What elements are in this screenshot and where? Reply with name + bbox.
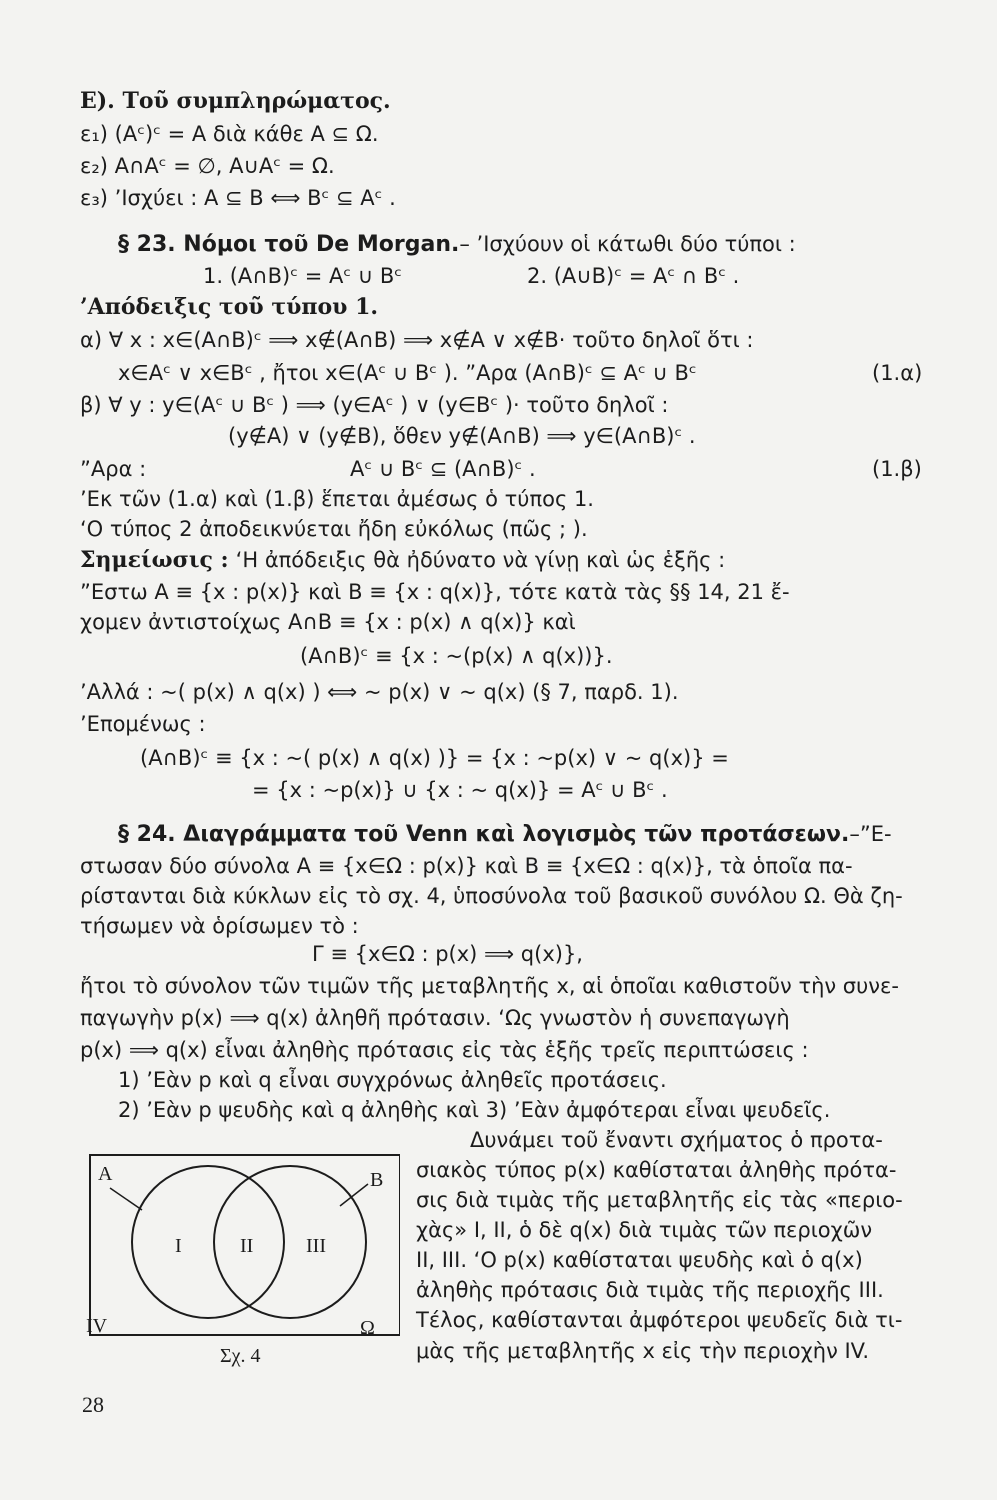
- section-24-first-line: [118, 820, 892, 849]
- set-a-label: A: [98, 1163, 113, 1185]
- region-4-label: IV: [86, 1315, 108, 1337]
- section-24-line: τήσωμεν νὰ ὁρίσωμεν τὸ :: [80, 914, 359, 938]
- remark-line: (A∩B)ᶜ ≡ {x : ~(p(x) ∧ q(x))}.: [300, 644, 613, 668]
- set-b-label: B: [370, 1169, 384, 1191]
- region-1-label: I: [175, 1235, 182, 1257]
- section-24-line: σις διὰ τιμὰς τῆς μεταβλητῆς εἰς τὰς «περιο-: [416, 1188, 903, 1212]
- section-e-heading: Ε). Τοῦ συμπληρώματος.: [80, 88, 391, 114]
- remark-first-line: [80, 546, 725, 575]
- omega-label: Ω: [360, 1317, 375, 1339]
- complement-rule-e3: ε₃) ’Ισχύει : A ⊆ B ⟺ Bᶜ ⊆ Aᶜ .: [80, 186, 396, 210]
- remark-line: ”Εστω A ≡ {x : p(x)} καὶ B ≡ {x : q(x)}, τότε κατὰ τὰς §§ 14, 21 ἔ-: [80, 580, 790, 604]
- section-24-line: p(x) ⟹ q(x) εἶναι ἀληθὴς πρότασις εἰς τὰς ἑξῆς τρεῖς περιπτώσεις :: [80, 1038, 809, 1062]
- remark-line: χομεν ἀντιστοίχως A∩B ≡ {x : p(x) ∧ q(x)} καὶ: [80, 610, 576, 634]
- section-24-line: ἤτοι τὸ σύνολον τῶν τιμῶν τῆς μεταβλητῆς x, αἱ ὁποῖαι καθιστοῦν τὴν συνε-: [80, 974, 899, 998]
- proof-line: (y∉A) ∨ (y∉B), ὅθεν y∉(A∩B) ⟹ y∈(A∩B)ᶜ .: [228, 424, 696, 448]
- section-24-line: μὰς τῆς μεταβλητῆς x εἰς τὴν περιοχὴν IV.: [416, 1339, 870, 1363]
- section-24-line: –”Ε-: [849, 822, 892, 846]
- section-24-line: Γ ≡ {x∈Ω : p(x) ⟹ q(x)},: [312, 942, 583, 966]
- equation-label-1a: (1.α): [872, 361, 923, 385]
- ara-label: ”Αρα :: [80, 457, 147, 481]
- set-a-pointer: [110, 1188, 142, 1210]
- section-24-line: II, III. ‘Ο p(x) καθίσταται ψευδὴς καὶ ὁ q(x): [416, 1248, 863, 1272]
- set-a-circle: [132, 1166, 284, 1318]
- section-23-heading: § 23. Νόμοι τοῦ De Morgan.: [118, 232, 460, 257]
- section-24-line: 2) ’Εὰν p ψευδὴς καὶ q ἀληθὴς καὶ 3) ’Εὰν ἀμφότεραι εἶναι ψευδεῖς.: [118, 1098, 831, 1122]
- set-b-circle: [214, 1166, 366, 1318]
- region-2-label: II: [240, 1235, 254, 1257]
- equation-label-1b: (1.β): [872, 457, 922, 481]
- remark-line: ’Επομένως :: [80, 712, 206, 736]
- remark-line: ‘Η ἀπόδειξις θὰ ἠδύνατο νὰ γίνῃ καὶ ὡς ἑξῆς :: [235, 548, 726, 572]
- section-24-line: ρίστανται διὰ κύκλων εἰς τὸ σχ. 4, ὑποσύνολα τοῦ βασικοῦ συνόλου Ω. Θὰ ζη-: [80, 884, 903, 908]
- section-24-line: παγωγὴν p(x) ⟹ q(x) ἀληθῆ πρότασιν. ‘Ως γνωστὸν ἡ συνεπαγωγὴ: [80, 1006, 790, 1030]
- section-24-heading: § 24. Διαγράμματα τοῦ Venn καὶ λογισμὸς τῶν προτάσεων.: [118, 822, 850, 847]
- remark-line: = {x : ~p(x)} ∪ {x : ~ q(x)} = Aᶜ ∪ Bᶜ .: [252, 778, 668, 802]
- section-24-line: χὰς» I, II, ὁ δὲ q(x) διὰ τιμὰς τῶν περιοχῶν: [416, 1218, 873, 1242]
- proof-line: ‘Ο τύπος 2 ἀποδεικνύεται ἤδη εὐκόλως (πῶς ; ).: [80, 517, 588, 541]
- proof-line: x∈Aᶜ ∨ x∈Bᶜ , ἤτοι x∈(Aᶜ ∪ Bᶜ ). ”Αρα (A∩B)ᶜ ⊆ Aᶜ ∪ Bᶜ: [118, 361, 697, 385]
- proof-line: β) ∀ y : y∈(Aᶜ ∪ Bᶜ ) ⟹ (y∈Aᶜ ) ∨ (y∈Bᶜ )· τοῦτο δηλοῖ :: [80, 393, 669, 417]
- section-24-line: στωσαν δύο σύνολα A ≡ {x∈Ω : p(x)} καὶ B ≡ {x∈Ω : q(x)}, τὰ ὁποῖα πα-: [80, 854, 853, 878]
- venn-diagram: [70, 1140, 400, 1375]
- page-number: 28: [82, 1392, 104, 1417]
- section-24-line: Τέλος, καθίστανται ἀμφότεροι ψευδεῖς διὰ τι-: [416, 1308, 903, 1332]
- complement-rule-e2: ε₂) A∩Aᶜ = ∅, A∪Aᶜ = Ω.: [80, 154, 335, 178]
- remark-heading: Σημείωσις :: [80, 547, 229, 573]
- section-23-heading-line: [118, 230, 796, 259]
- section-24-line: Δυνάμει τοῦ ἔναντι σχήματος ὁ προτα-: [470, 1128, 883, 1152]
- de-morgan-law-1: 1. (A∩B)ᶜ = Aᶜ ∪ Bᶜ: [203, 264, 402, 288]
- section-23-intro: – ’Ισχύουν οἱ κάτωθι δύο τύποι :: [459, 232, 796, 256]
- figure-caption: Σχ. 4: [220, 1345, 261, 1367]
- proof-heading: ’Απόδειξις τοῦ τύπου 1.: [80, 294, 379, 320]
- proof-line: Aᶜ ∪ Bᶜ ⊆ (A∩B)ᶜ .: [350, 457, 536, 481]
- proof-line: α) ∀ x : x∈(A∩B)ᶜ ⟹ x∉(A∩B) ⟹ x∉A ∨ x∉B· τοῦτο δηλοῖ ὅτι :: [80, 328, 754, 352]
- section-24-line: ἀληθὴς πρότασις διὰ τιμὰς τῆς περιοχῆς III.: [416, 1278, 884, 1302]
- venn-diagram-svg: [70, 1140, 400, 1375]
- remark-line: ’Αλλά : ~( p(x) ∧ q(x) ) ⟺ ~ p(x) ∨ ~ q(x) (§ 7, παρδ. 1).: [80, 680, 679, 704]
- section-24-line: 1) ’Εὰν p καὶ q εἶναι συγχρόνως ἀληθεῖς προτάσεις.: [118, 1068, 667, 1092]
- complement-rule-e1: ε₁) (Aᶜ)ᶜ = A διὰ κάθε A ⊆ Ω.: [80, 122, 379, 146]
- region-3-label: III: [306, 1235, 326, 1257]
- de-morgan-law-2: 2. (A∪B)ᶜ = Aᶜ ∩ Bᶜ .: [527, 264, 740, 288]
- section-24-line: σιακὸς τύπος p(x) καθίσταται ἀληθὴς πρότα-: [416, 1158, 897, 1182]
- proof-line: ’Εκ τῶν (1.α) καὶ (1.β) ἕπεται ἀμέσως ὁ τύπος 1.: [80, 487, 594, 511]
- remark-line: (A∩B)ᶜ ≡ {x : ~( p(x) ∧ q(x) )} = {x : ~p(x) ∨ ~ q(x)} =: [140, 746, 729, 770]
